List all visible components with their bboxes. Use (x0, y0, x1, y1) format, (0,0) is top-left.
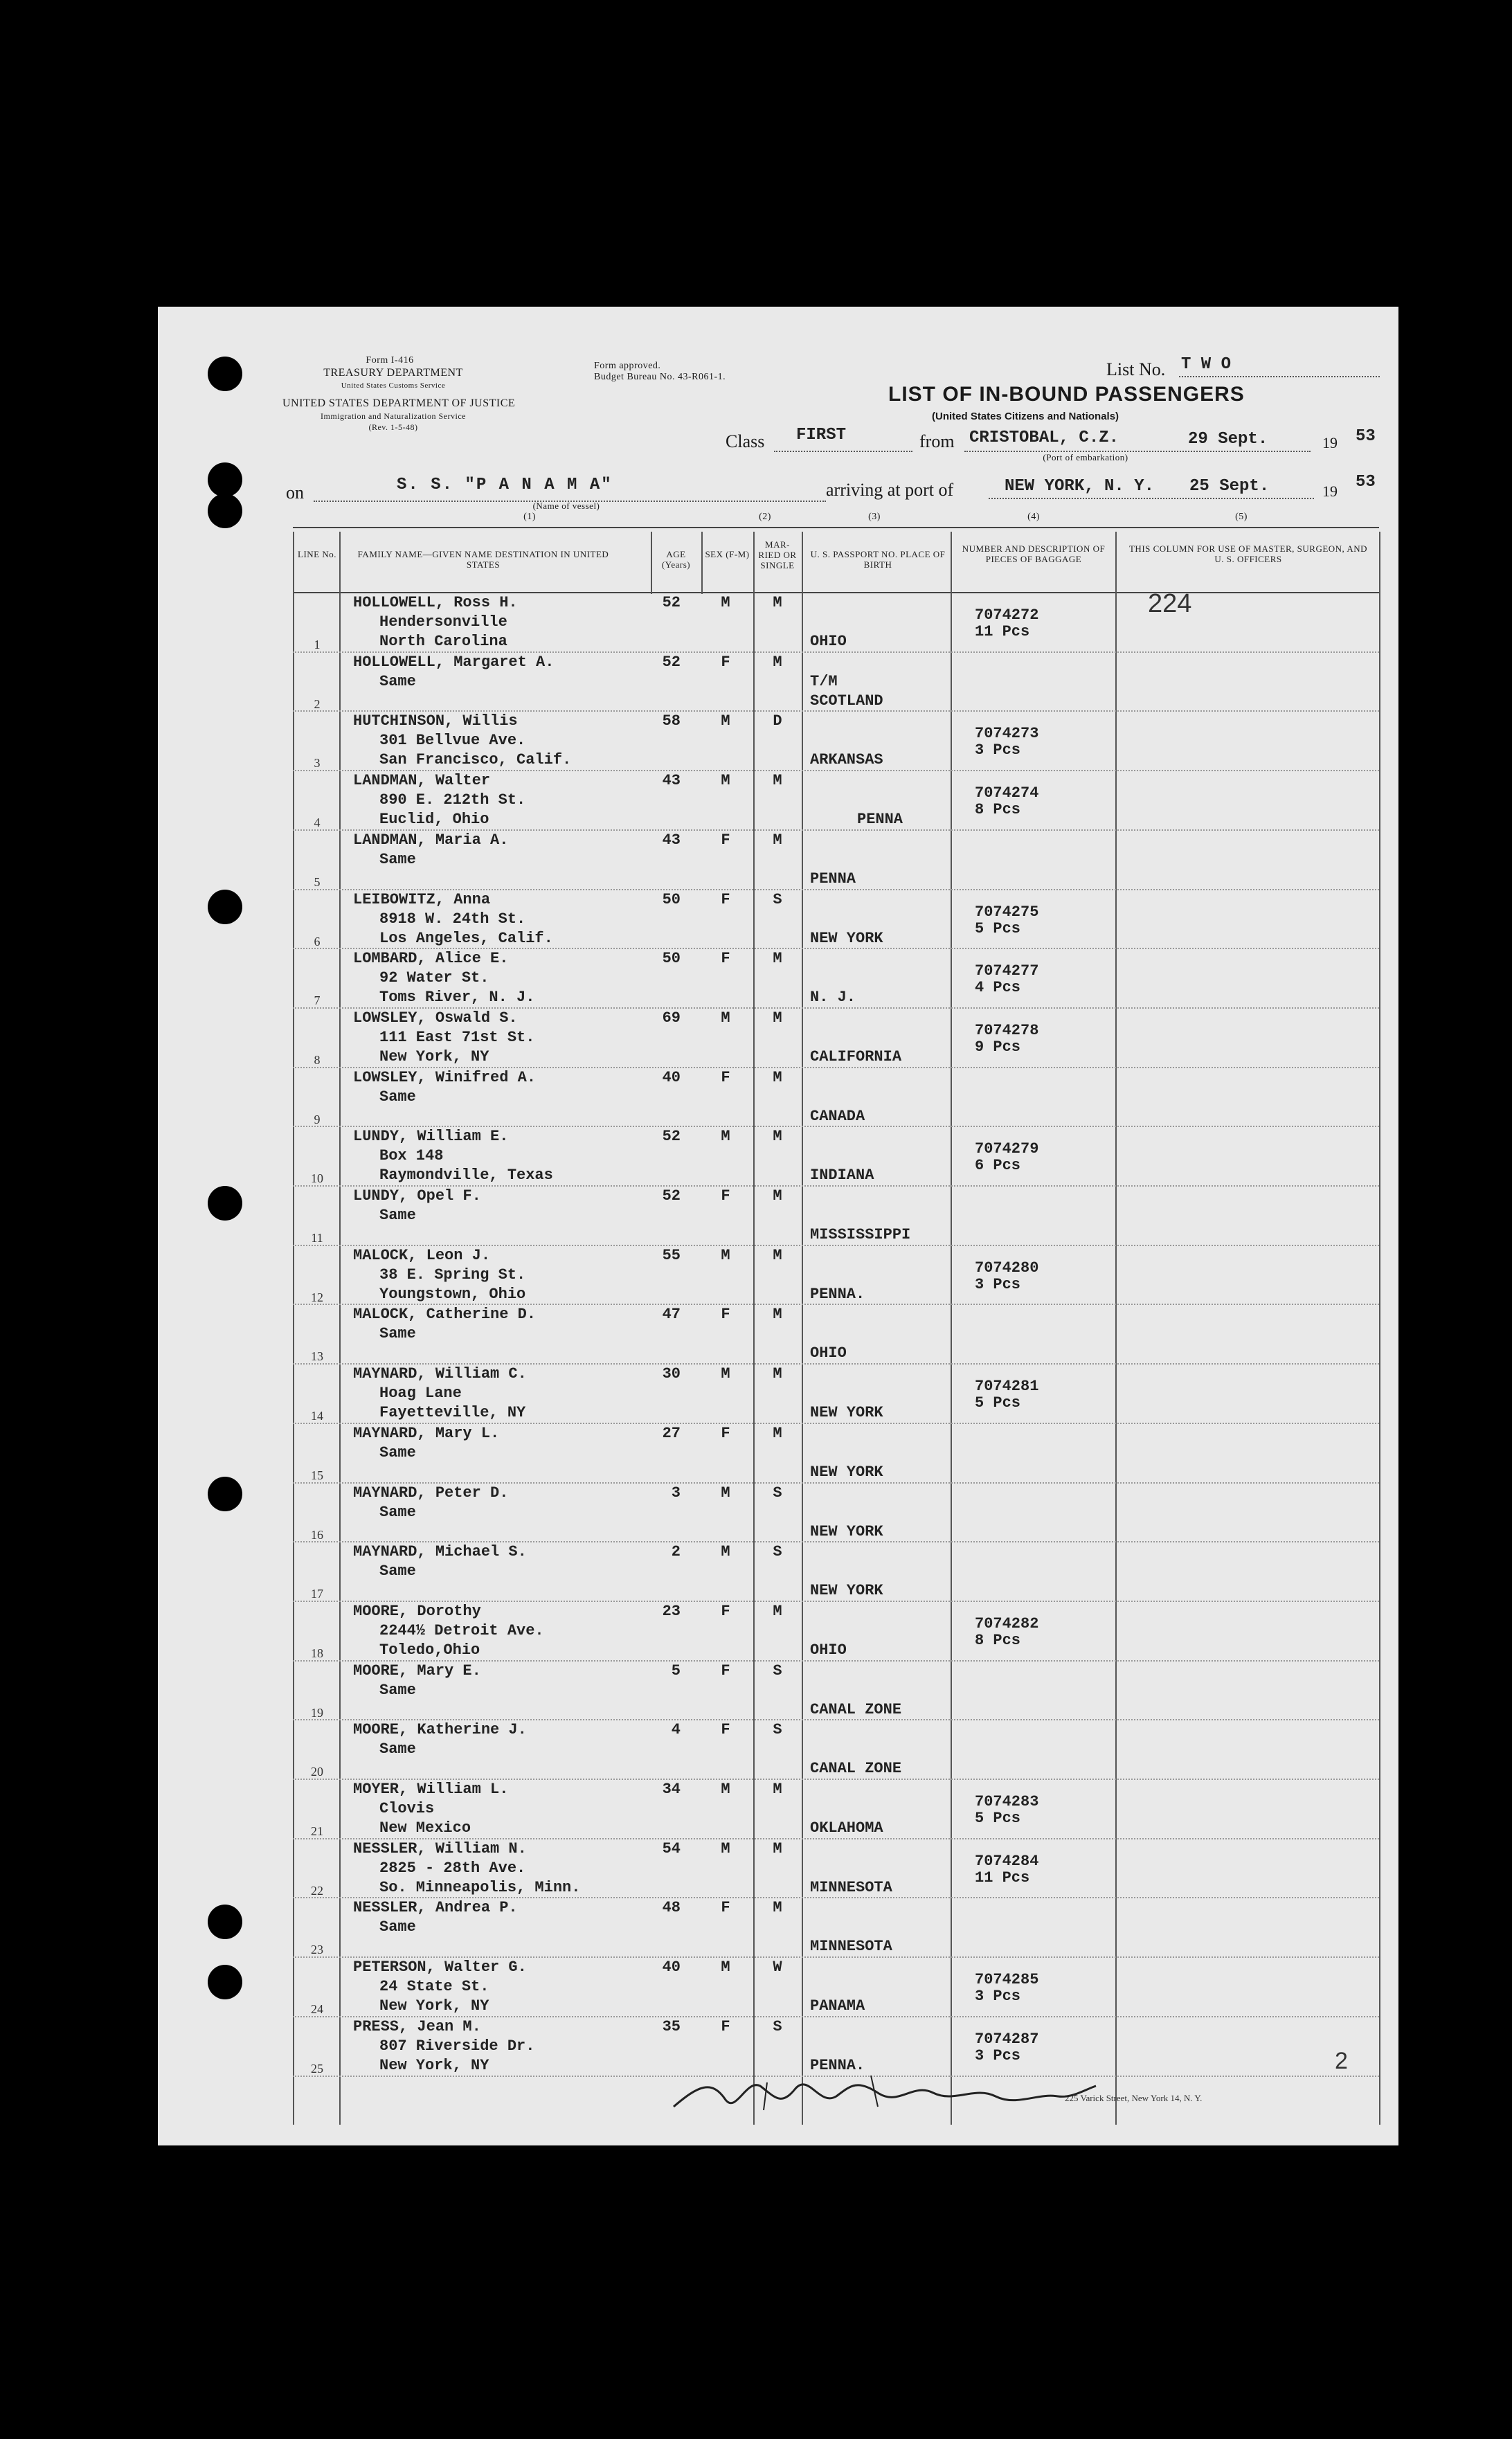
sex: M (721, 1543, 730, 1561)
sex: F (721, 653, 730, 671)
marital-status: S (773, 1662, 782, 1680)
age: 48 (662, 1899, 681, 1917)
age: 52 (662, 653, 681, 671)
destination-line-1: Hoag Lane (379, 1385, 462, 1403)
punch-hole (208, 357, 242, 391)
header-baggage: NUMBER AND DESCRIPTION OF PIECES OF BAGGAGE (962, 543, 1106, 564)
year-prefix-2: 19 (1322, 483, 1338, 500)
col-num-5: (5) (1235, 512, 1248, 522)
passenger-name: LUNDY, William E. (353, 1128, 509, 1146)
destination-line-1: 8918 W. 24th St. (379, 910, 526, 928)
place-of-birth: PENNA (810, 870, 856, 888)
passenger-name: NESSLER, William N. (353, 1839, 527, 1857)
line-number: 18 (311, 1646, 323, 1660)
destination-line-1: Clovis (379, 1800, 435, 1817)
line-number: 9 (314, 1112, 321, 1126)
sex: M (721, 1365, 730, 1383)
destination-line-1: Same (379, 1443, 416, 1461)
line-number: 16 (311, 1527, 323, 1542)
marital-status: M (773, 950, 782, 968)
passenger-name: MOORE, Dorothy (353, 1602, 481, 1620)
baggage-pieces: 3 Pcs (975, 2046, 1021, 2064)
line-number: 20 (311, 1765, 323, 1779)
line-number: 8 (314, 1052, 321, 1067)
passenger-name: HOLLOWELL, Margaret A. (353, 653, 555, 671)
justice-dept: UNITED STATES DEPARTMENT OF JUSTICE (282, 397, 516, 409)
punch-hole (208, 1905, 242, 1939)
baggage-pieces: 3 Pcs (975, 1988, 1021, 2006)
marital-status: S (773, 1721, 782, 1739)
age: 69 (662, 1009, 681, 1027)
line-number: 24 (311, 2002, 323, 2017)
line-number: 11 (311, 1231, 323, 1245)
baggage-number: 7074274 (975, 784, 1039, 802)
destination-line-2: Toms River, N. J. (379, 989, 535, 1007)
baggage-pieces: 3 Pcs (975, 741, 1021, 759)
marital-status: M (773, 772, 782, 790)
passenger-name: LEIBOWITZ, Anna (353, 890, 491, 908)
passenger-name: MOORE, Katherine J. (353, 1721, 527, 1739)
printer-credit: 225 Varick Street, New York 14, N. Y. (1065, 2093, 1203, 2103)
destination-line-1: Same (379, 672, 416, 690)
baggage-number: 7074278 (975, 1021, 1039, 1039)
arrival-port: NEW YORK, N. Y. (1005, 477, 1155, 496)
place-of-birth: MISSISSIPPI (810, 1226, 911, 1243)
destination-line-1: Same (379, 1740, 416, 1758)
col-num-4: (4) (1027, 512, 1040, 522)
sex: M (721, 1781, 730, 1798)
sex: M (721, 1009, 730, 1027)
passenger-name: MOORE, Mary E. (353, 1662, 481, 1680)
marital-status: M (773, 1365, 782, 1383)
age: 5 (671, 1662, 681, 1680)
baggage-number: 7074280 (975, 1259, 1039, 1277)
sex: F (721, 831, 730, 849)
destination-line-1: 2825 - 28th Ave. (379, 1859, 526, 1877)
passenger-name: MOYER, William L. (353, 1781, 509, 1798)
destination-line-2: New York, NY (379, 1997, 489, 2015)
destination-line-1: Same (379, 1503, 416, 1521)
form-approved: Form approved. (594, 361, 661, 371)
destination-line-1: 807 Riverside Dr. (379, 2037, 535, 2055)
revision: (Rev. 1-5-48) (368, 422, 418, 432)
line-number: 17 (311, 1587, 323, 1601)
year-2: 53 (1356, 473, 1376, 492)
from-label: from (919, 431, 955, 451)
year-prefix-1: 19 (1322, 434, 1338, 451)
baggage-pieces: 5 Pcs (975, 1394, 1021, 1412)
baggage-pieces: 11 Pcs (975, 1869, 1030, 1887)
destination-line-1: Same (379, 1088, 416, 1106)
marital-status: M (773, 1187, 782, 1205)
place-of-birth: NEW YORK (810, 1404, 883, 1422)
marital-status: D (773, 712, 782, 730)
sex: M (721, 1484, 730, 1502)
marital-status: S (773, 1543, 782, 1561)
line-number: 12 (311, 1290, 323, 1304)
destination-line-1: 2244½ Detroit Ave. (379, 1621, 544, 1639)
destination-line-2: Raymondville, Texas (379, 1167, 553, 1185)
place-of-birth: CANAL ZONE (810, 1760, 902, 1778)
place-of-birth: OHIO (810, 1641, 847, 1659)
ins-service: Immigration and Naturalization Service (321, 411, 466, 421)
list-no-value: T W O (1181, 355, 1232, 374)
destination-line-1: Same (379, 1681, 416, 1699)
place-of-birth: CANADA (810, 1107, 865, 1125)
port-embarkation-caption: (Port of embarkation) (1043, 452, 1128, 462)
form-number: Form I-416 (366, 355, 414, 366)
destination-line-1: Same (379, 1325, 416, 1343)
place-of-birth: PENNA. (810, 1285, 865, 1303)
destination-line-1: 111 East 71st St. (379, 1028, 535, 1046)
age: 55 (662, 1246, 681, 1264)
header-name: FAMILY NAME—GIVEN NAME DESTINATION IN UNITED STATES (357, 549, 609, 570)
destination-line-1: 890 E. 212th St. (379, 791, 526, 809)
baggage-number: 7074287 (975, 2030, 1039, 2048)
place-of-birth: OHIO (810, 1344, 847, 1362)
age: 52 (662, 594, 681, 611)
arrival-date: 25 Sept. (1189, 477, 1270, 496)
year-1: 53 (1356, 427, 1376, 446)
place-of-birth: NEW YORK (810, 1463, 883, 1481)
line-number: 23 (311, 1943, 323, 1957)
sex: M (721, 1839, 730, 1857)
baggage-number: 7074284 (975, 1852, 1039, 1870)
age: 47 (662, 1306, 681, 1324)
baggage-number: 7074273 (975, 725, 1039, 743)
marital-status: M (773, 594, 782, 611)
marital-status: M (773, 1424, 782, 1442)
age: 4 (671, 1721, 681, 1739)
place-of-birth: OHIO (810, 633, 847, 650)
age: 58 (662, 712, 681, 730)
age: 50 (662, 890, 681, 908)
sex: M (721, 1128, 730, 1146)
baggage-pieces: 4 Pcs (975, 979, 1021, 997)
customs-service: United States Customs Service (341, 381, 446, 390)
page-subtitle: (United States Citizens and Nationals) (932, 411, 1119, 422)
baggage-pieces: 11 Pcs (975, 623, 1030, 640)
place-of-birth: NEW YORK (810, 1582, 883, 1600)
passenger-name: PETERSON, Walter G. (353, 1959, 527, 1977)
age: 27 (662, 1424, 681, 1442)
sex: F (721, 1662, 730, 1680)
line-number: 22 (311, 1883, 323, 1898)
baggage-number: 7074282 (975, 1614, 1039, 1632)
baggage-number: 7074272 (975, 606, 1039, 624)
line-number: 4 (314, 816, 321, 830)
age: 3 (671, 1484, 681, 1502)
header-married: MAR-RIED OR SINGLE (758, 539, 797, 570)
marital-status: S (773, 890, 782, 908)
destination-line-1: Hendersonville (379, 613, 507, 631)
line-number: 7 (314, 993, 321, 1008)
sex: F (721, 1602, 730, 1620)
line-number: 14 (311, 1409, 323, 1423)
sex: M (721, 1246, 730, 1264)
place-of-birth: OKLAHOMA (810, 1819, 883, 1837)
destination-line-1: Same (379, 1563, 416, 1581)
passenger-name: PRESS, Jean M. (353, 2017, 481, 2035)
destination-line-2: North Carolina (379, 633, 507, 650)
passenger-name: LUNDY, Opel F. (353, 1187, 481, 1205)
destination-line-1: Same (379, 1918, 416, 1936)
destination-line-2: San Francisco, Calif. (379, 751, 572, 769)
line-number: 10 (311, 1171, 323, 1186)
on-label: on (286, 483, 304, 503)
destination-line-2: So. Minneapolis, Minn. (379, 1878, 581, 1896)
place-of-birth: N. J. (810, 989, 856, 1007)
manifest-sheet (158, 307, 1398, 2145)
punch-hole (208, 1186, 242, 1221)
sex: F (721, 1068, 730, 1086)
marital-status: M (773, 1246, 782, 1264)
passenger-name: MALOCK, Catherine D. (353, 1306, 537, 1324)
baggage-pieces: 8 Pcs (975, 801, 1021, 819)
destination-line-1: 24 State St. (379, 1978, 489, 1996)
sex: F (721, 1899, 730, 1917)
header-passport: U. S. PASSPORT NO. PLACE OF BIRTH (810, 549, 946, 570)
page-mark: 224 (1148, 589, 1192, 618)
passenger-name: LOWSLEY, Oswald S. (353, 1009, 518, 1027)
arriving-label: arriving at port of (826, 480, 954, 500)
age: 23 (662, 1602, 681, 1620)
from-date: 29 Sept. (1188, 430, 1268, 449)
sex: F (721, 890, 730, 908)
line-number: 25 (311, 2061, 323, 2076)
destination-line-1: Same (379, 850, 416, 868)
destination-line-2: Fayetteville, NY (379, 1404, 526, 1422)
baggage-number: 7074285 (975, 1971, 1039, 1989)
line-number: 6 (314, 934, 321, 948)
place-of-birth: CALIFORNIA (810, 1047, 902, 1065)
place-of-birth: SCOTLAND (810, 692, 883, 710)
header-sex: SEX (F-M) (705, 549, 750, 559)
passenger-name: NESSLER, Andrea P. (353, 1899, 518, 1917)
line-number: 13 (311, 1349, 323, 1364)
class-label: Class (726, 431, 765, 451)
place-of-birth: ARKANSAS (810, 751, 883, 769)
passenger-name: MAYNARD, Peter D. (353, 1484, 509, 1502)
marital-status: M (773, 1068, 782, 1086)
marital-status: M (773, 1602, 782, 1620)
passenger-name: LOMBARD, Alice E. (353, 950, 509, 968)
baggage-number: 7074275 (975, 903, 1039, 921)
sex: F (721, 1306, 730, 1324)
passenger-name: MAYNARD, William C. (353, 1365, 527, 1383)
vessel-name: S. S. "P A N A M A" (397, 476, 613, 494)
destination-line-2: Euclid, Ohio (379, 811, 489, 829)
punch-hole (208, 890, 242, 924)
line-number: 1 (314, 638, 321, 651)
destination-line-2: Toledo,Ohio (379, 1641, 480, 1659)
line-number: 5 (314, 874, 321, 889)
place-of-birth: NEW YORK (810, 1522, 883, 1540)
sex: M (721, 712, 730, 730)
marital-status: M (773, 1009, 782, 1027)
baggage-number: 7074277 (975, 962, 1039, 980)
punch-hole (208, 1477, 242, 1511)
passenger-name: HOLLOWELL, Ross H. (353, 594, 518, 611)
header-line-no: LINE No. (298, 549, 336, 559)
line-number: 15 (311, 1468, 323, 1482)
place-of-birth: PENNA (857, 811, 903, 829)
line-number: 21 (311, 1824, 323, 1838)
sex: F (721, 950, 730, 968)
marital-status: S (773, 1484, 782, 1502)
place-of-birth: CANAL ZONE (810, 1700, 902, 1718)
baggage-pieces: 9 Pcs (975, 1038, 1021, 1056)
header-officers: THIS COLUMN FOR USE OF MASTER, SURGEON, AND U. S. OFFICERS (1128, 543, 1367, 564)
baggage-pieces: 5 Pcs (975, 1810, 1021, 1827)
age: 35 (662, 2017, 681, 2035)
punch-hole (208, 1965, 242, 1999)
destination-line-2: New York, NY (379, 1047, 489, 1065)
marital-status: M (773, 1128, 782, 1146)
age: 40 (662, 1959, 681, 1977)
marital-status: W (773, 1959, 782, 1977)
destination-line-2: New York, NY (379, 2056, 489, 2074)
place-of-birth: INDIANA (810, 1167, 874, 1185)
destination-line-1: Same (379, 1207, 416, 1224)
age: 50 (662, 950, 681, 968)
place-of-birth: MINNESOTA (810, 1878, 892, 1896)
punch-hole (208, 462, 242, 497)
sex: M (721, 772, 730, 790)
destination-line-1: 92 Water St. (379, 969, 489, 987)
sex: F (721, 1721, 730, 1739)
list-no-label: List No. (1106, 359, 1166, 379)
line-number: 3 (314, 756, 321, 771)
place-of-birth: MINNESOTA (810, 1938, 892, 1956)
punch-hole (208, 494, 242, 528)
budget-bureau: Budget Bureau No. 43-R061-1. (594, 372, 726, 382)
sex: M (721, 1959, 730, 1977)
line-number: 19 (311, 1705, 323, 1720)
sex: F (721, 1187, 730, 1205)
age: 52 (662, 1187, 681, 1205)
age: 54 (662, 1839, 681, 1857)
age: 52 (662, 1128, 681, 1146)
baggage-number: 7074283 (975, 1793, 1039, 1810)
baggage-pieces: 6 Pcs (975, 1157, 1021, 1175)
marital-status: M (773, 831, 782, 849)
sex: M (721, 594, 730, 611)
place-of-birth: PENNA. (810, 2056, 865, 2074)
passenger-name: MAYNARD, Michael S. (353, 1543, 527, 1561)
passenger-name: HUTCHINSON, Willis (353, 712, 518, 730)
baggage-number: 7074281 (975, 1378, 1039, 1396)
col-num-1: (1) (523, 512, 536, 522)
marital-status: M (773, 1839, 782, 1857)
treasury-dept: TREASURY DEPARTMENT (323, 367, 463, 379)
passport-no: T/M (810, 672, 838, 690)
passenger-name: LANDMAN, Maria A. (353, 831, 509, 849)
destination-line-1: 301 Bellvue Ave. (379, 732, 526, 750)
destination-line-2: New Mexico (379, 1819, 471, 1837)
marital-status: M (773, 1781, 782, 1798)
sex: F (721, 1424, 730, 1442)
destination-line-1: 38 E. Spring St. (379, 1266, 526, 1284)
age: 43 (662, 831, 681, 849)
marital-status: M (773, 1899, 782, 1917)
passenger-name: MAYNARD, Mary L. (353, 1424, 500, 1442)
age: 40 (662, 1068, 681, 1086)
age: 43 (662, 772, 681, 790)
place-of-birth: PANAMA (810, 1997, 865, 2015)
baggage-pieces: 8 Pcs (975, 1631, 1021, 1649)
line-number: 2 (314, 696, 321, 711)
age: 34 (662, 1781, 681, 1798)
sex: F (721, 2017, 730, 2035)
from-value: CRISTOBAL, C.Z. (969, 429, 1119, 447)
marital-status: S (773, 2017, 782, 2035)
passenger-name: MALOCK, Leon J. (353, 1246, 491, 1264)
destination-line-1: Box 148 (379, 1147, 444, 1165)
corner-mark: 2 (1335, 2048, 1348, 2074)
marital-status: M (773, 1306, 782, 1324)
marital-status: M (773, 653, 782, 671)
signature (670, 2058, 1099, 2121)
col-num-3: (3) (868, 512, 881, 522)
col-num-2: (2) (759, 512, 771, 522)
header-age: AGE (Years) (661, 549, 691, 570)
vessel-caption: (Name of vessel) (532, 501, 600, 511)
class-value: FIRST (796, 426, 847, 444)
age: 30 (662, 1365, 681, 1383)
place-of-birth: NEW YORK (810, 929, 883, 947)
age: 2 (671, 1543, 681, 1561)
destination-line-2: Los Angeles, Calif. (379, 929, 553, 947)
baggage-pieces: 5 Pcs (975, 919, 1021, 937)
baggage-number: 7074279 (975, 1140, 1039, 1158)
page-title: LIST OF IN-BOUND PASSENGERS (888, 383, 1245, 406)
passenger-name: LOWSLEY, Winifred A. (353, 1068, 537, 1086)
baggage-pieces: 3 Pcs (975, 1275, 1021, 1293)
passenger-name: LANDMAN, Walter (353, 772, 491, 790)
destination-line-2: Youngstown, Ohio (379, 1285, 526, 1303)
